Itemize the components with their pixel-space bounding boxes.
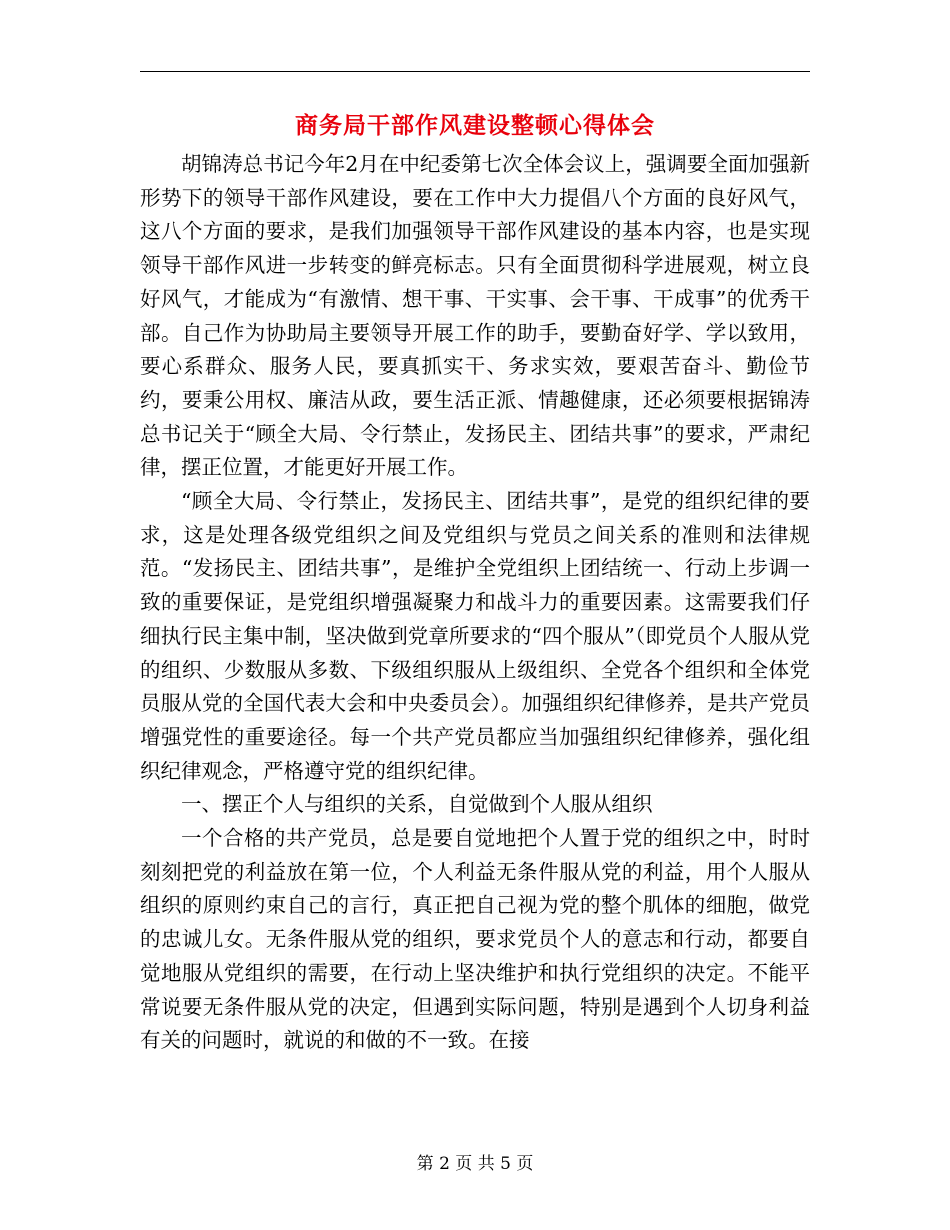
page-number-footer: 第 2 页 共 5 页 bbox=[416, 1154, 534, 1174]
document-body bbox=[140, 148, 810, 1058]
body-paragraph: 一个合格的共产党员，总是要自觉地把个人置于党的组织之中，时时刻刻把党的利益放在第一位，个人利益无条件服从党的利益，用个人服从组织的原则约束自己的言行，真正把自己视为党的整个肌体的细胞，做党的忠诚儿女。无条件服从党的组织，要求党员个人的意志和行动，都要自觉地服从党组织的需要，在行动上坚决维护和执行党组织的决定。不能平常说要无条件服从党的决定，但遇到实际问题，特别是遇到个人切身利益有关的问题时，就说的和做的不一致。在接 bbox=[140, 826, 810, 1053]
document-title: 商务局干部作风建设整顿心得体会 bbox=[295, 112, 655, 139]
header-rule bbox=[140, 71, 810, 72]
section-heading: 一、摆正个人与组织的关系，自觉做到个人服从组织 bbox=[181, 792, 653, 817]
body-paragraph: 胡锦涛总书记今年2月在中纪委第七次全体会议上，强调要全面加强新形势下的领导干部作风建设，要在工作中大力提倡八个方面的良好风气，这八个方面的要求，是我们加强领导干部作风建设的基本内容，也是实现领导干部作风进一步转变的鲜亮标志。只有全面贯彻科学进展观，树立良好风气，才能成为“有激情、想干事、干实事、会干事、干成事”的优秀干部。自己作为协助局主要领导开展工作的助手，要勤奋好学、学以致用，要心系群众、服务人民，要真抓实干、务求实效，要艰苦奋斗、勤俭节约，要秉公用权、廉洁从政，要生活正派、情趣健康，还必须要根据锦涛总书记关于“顾全大局、令行禁止，发扬民主、团结共事”的要求，严肃纪律，摆正位置，才能更好开展工作。 bbox=[140, 152, 810, 480]
body-paragraph: “顾全大局、令行禁止，发扬民主、团结共事”，是党的组织纪律的要求，这是处理各级党组织之间及党组织与党员之间关系的准则和法律规范。“发扬民主、团结共事”，是维护全党组织上团结统一、行动上步调一致的重要保证，是党组织增强凝聚力和战斗力的重要因素。这需要我们仔细执行民主集中制，坚决做到党章所要求的“四个服从”（即党员个人服从党的组织、少数服从多数、下级组织服从上级组织、全党各个组织和全体党员服从党的全国代表大会和中央委员会）。加强组织纪律修养，是共产党员增强党性的重要途径。每一个共产党员都应当加强组织纪律修养，强化组织纪律观念，严格遵守党的组织纪律。 bbox=[140, 489, 810, 783]
